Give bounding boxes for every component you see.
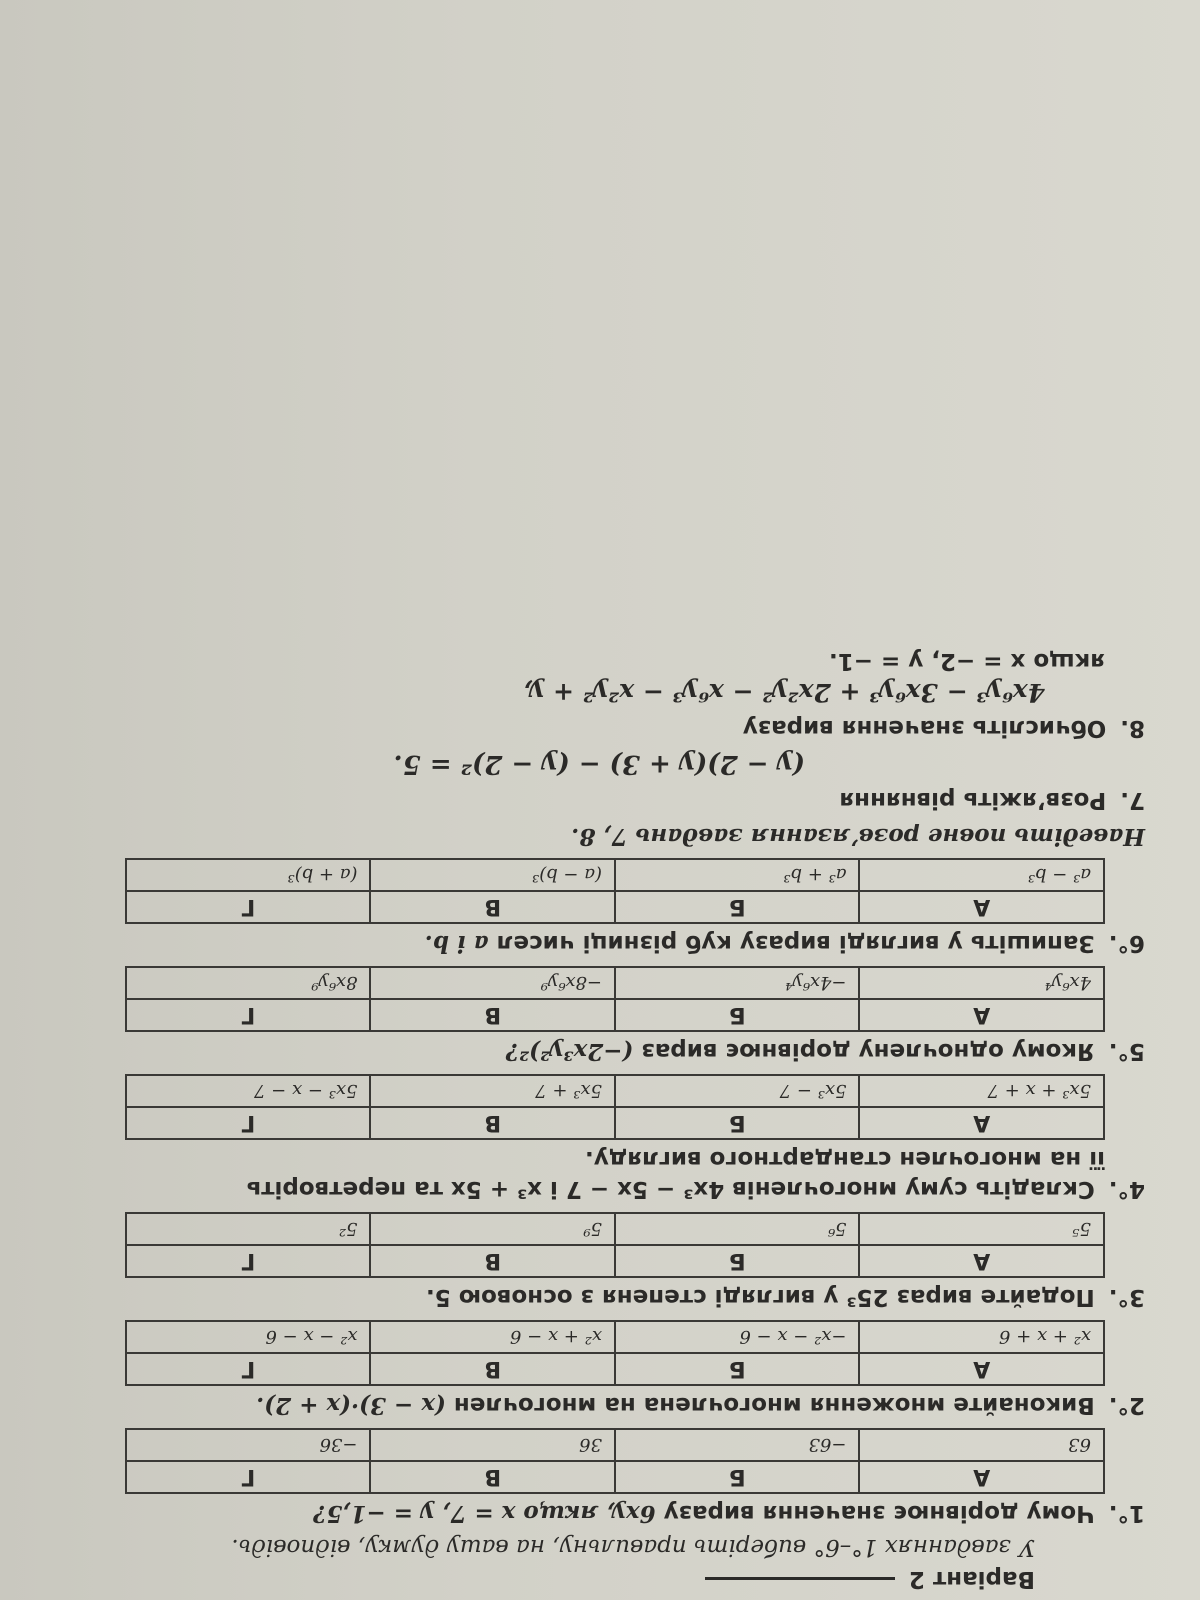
option-letter: В xyxy=(371,1107,616,1139)
question-text: Розв’яжіть рівняння xyxy=(839,787,1107,813)
variant-header xyxy=(65,1566,1035,1592)
option-letter: Г xyxy=(126,1107,371,1139)
option-letter: Г xyxy=(126,999,371,1031)
question-text: Чому дорівнює значення виразу xyxy=(663,1500,1095,1526)
instruction-text: У завданнях 1°–6° виберіть правильну, на вашу думку, відповідь. xyxy=(231,1534,1035,1560)
option-letter: В xyxy=(371,891,616,923)
option-value: (a + b)³ xyxy=(126,859,371,891)
question-number: 2°. xyxy=(1108,1392,1145,1418)
option-letter: В xyxy=(371,1461,616,1493)
option-value: x² + x − 6 xyxy=(371,1321,616,1353)
question-text-continued: її на многочлен стандартного вигляду. xyxy=(584,1146,1105,1172)
option-letter: Б xyxy=(615,891,860,923)
page-content xyxy=(65,648,1145,1592)
question-text: Подайте вираз 25³ у вигляді степеня з основою 5. xyxy=(425,1284,1095,1310)
variant-title: Варіант 2 xyxy=(908,1566,1035,1592)
option-letter: Б xyxy=(615,1107,860,1139)
question-expression: (−2x³y²)²? xyxy=(505,1038,634,1065)
option-value: 5⁵ xyxy=(860,1213,1105,1245)
option-value: 5⁹ xyxy=(371,1213,616,1245)
question-number: 3°. xyxy=(1108,1284,1145,1310)
answer-table-5 xyxy=(125,966,1105,1032)
option-letter: В xyxy=(371,1245,616,1277)
answer-table-2 xyxy=(125,1320,1105,1386)
option-value: 63 xyxy=(860,1429,1105,1461)
option-value: a³ − b³ xyxy=(860,859,1105,891)
option-value: −x² − x − 6 xyxy=(615,1321,860,1353)
question-4 xyxy=(65,1144,1145,1204)
option-letter: Г xyxy=(126,1353,371,1385)
option-letter: Б xyxy=(615,1245,860,1277)
option-letter: А xyxy=(860,1461,1105,1493)
question-text: Виконайте множення многочлена на многочлен xyxy=(453,1392,1095,1418)
option-value: 5x³ + x + 7 xyxy=(860,1075,1105,1107)
option-letter: Б xyxy=(615,999,860,1031)
question-6 xyxy=(65,928,1145,958)
option-letter: А xyxy=(860,1353,1105,1385)
question-1 xyxy=(65,1498,1145,1528)
option-letter: Б xyxy=(615,1353,860,1385)
equation: (y − 2)(y + 3) − (y − 2)² = 5. xyxy=(393,749,805,779)
full-solution-note: Наведіть повне розв’язання завдань 7, 8. xyxy=(571,823,1145,850)
option-value: −4x⁶y⁴ xyxy=(615,967,860,999)
answer-table-3 xyxy=(125,1212,1105,1278)
option-letter: Г xyxy=(126,1245,371,1277)
question-number: 5°. xyxy=(1108,1038,1145,1064)
option-value: 4x⁶y⁴ xyxy=(860,967,1105,999)
expression: 4x⁶y³ − 3x⁶y³ + 2x²y² − x⁶y³ − x²y² + y, xyxy=(523,678,1045,707)
question-number: 4°. xyxy=(1108,1176,1145,1202)
option-value: −63 xyxy=(615,1429,860,1461)
option-value: 5² xyxy=(126,1213,371,1245)
option-value: 5x³ − x − 7 xyxy=(126,1075,371,1107)
question-5 xyxy=(65,1036,1145,1066)
option-value: x² − x − 6 xyxy=(126,1321,371,1353)
question-8 xyxy=(65,713,1145,743)
question-number: 6°. xyxy=(1108,930,1145,956)
header-rule xyxy=(705,1578,895,1581)
question-2 xyxy=(65,1390,1145,1420)
condition: якщо x = −2, y = −1. xyxy=(828,648,1105,674)
option-value: 5x³ + 7 xyxy=(371,1075,616,1107)
answer-table-4 xyxy=(125,1074,1105,1140)
option-letter: Б xyxy=(615,1461,860,1493)
option-value: x² + x + 6 xyxy=(860,1321,1105,1353)
option-value: 36 xyxy=(371,1429,616,1461)
option-letter: А xyxy=(860,891,1105,923)
option-value: a³ + b³ xyxy=(615,859,860,891)
answer-table-6 xyxy=(125,858,1105,924)
option-letter: В xyxy=(371,1353,616,1385)
option-letter: В xyxy=(371,999,616,1031)
option-letter: А xyxy=(860,1245,1105,1277)
option-value: 5⁶ xyxy=(615,1213,860,1245)
question-expression: 6xy, якщо x = 7, y = −1,5? xyxy=(312,1500,656,1527)
option-value: −8x⁶y⁹ xyxy=(371,967,616,999)
question-text: Запишіть у вигляді виразу куб різниці чисел xyxy=(496,930,1095,956)
question-number: 8. xyxy=(1120,715,1145,741)
option-value: 5x³ − 7 xyxy=(615,1075,860,1107)
question-number: 1°. xyxy=(1108,1500,1145,1526)
option-value: −36 xyxy=(126,1429,371,1461)
question-text: Обчисліть значення виразу xyxy=(742,715,1107,741)
question-3 xyxy=(65,1282,1145,1312)
option-value: 8x⁶y⁹ xyxy=(126,967,371,999)
question-text: Якому одночлену дорівнює вираз xyxy=(641,1038,1095,1064)
option-letter: А xyxy=(860,999,1105,1031)
option-value: (a − b)³ xyxy=(371,859,616,891)
question-expression: (x − 3)·(x + 2). xyxy=(256,1392,446,1419)
option-letter: Г xyxy=(126,1461,371,1493)
question-number: 7. xyxy=(1120,787,1145,813)
question-expression: a і b. xyxy=(424,930,489,957)
option-letter: А xyxy=(860,1107,1105,1139)
answer-table-1 xyxy=(125,1428,1105,1494)
question-text: Складіть суму многочленів 4x³ − 5x − 7 і x³ + 5x та перетворіть xyxy=(246,1176,1095,1202)
question-7 xyxy=(65,785,1145,815)
option-letter: Г xyxy=(126,891,371,923)
